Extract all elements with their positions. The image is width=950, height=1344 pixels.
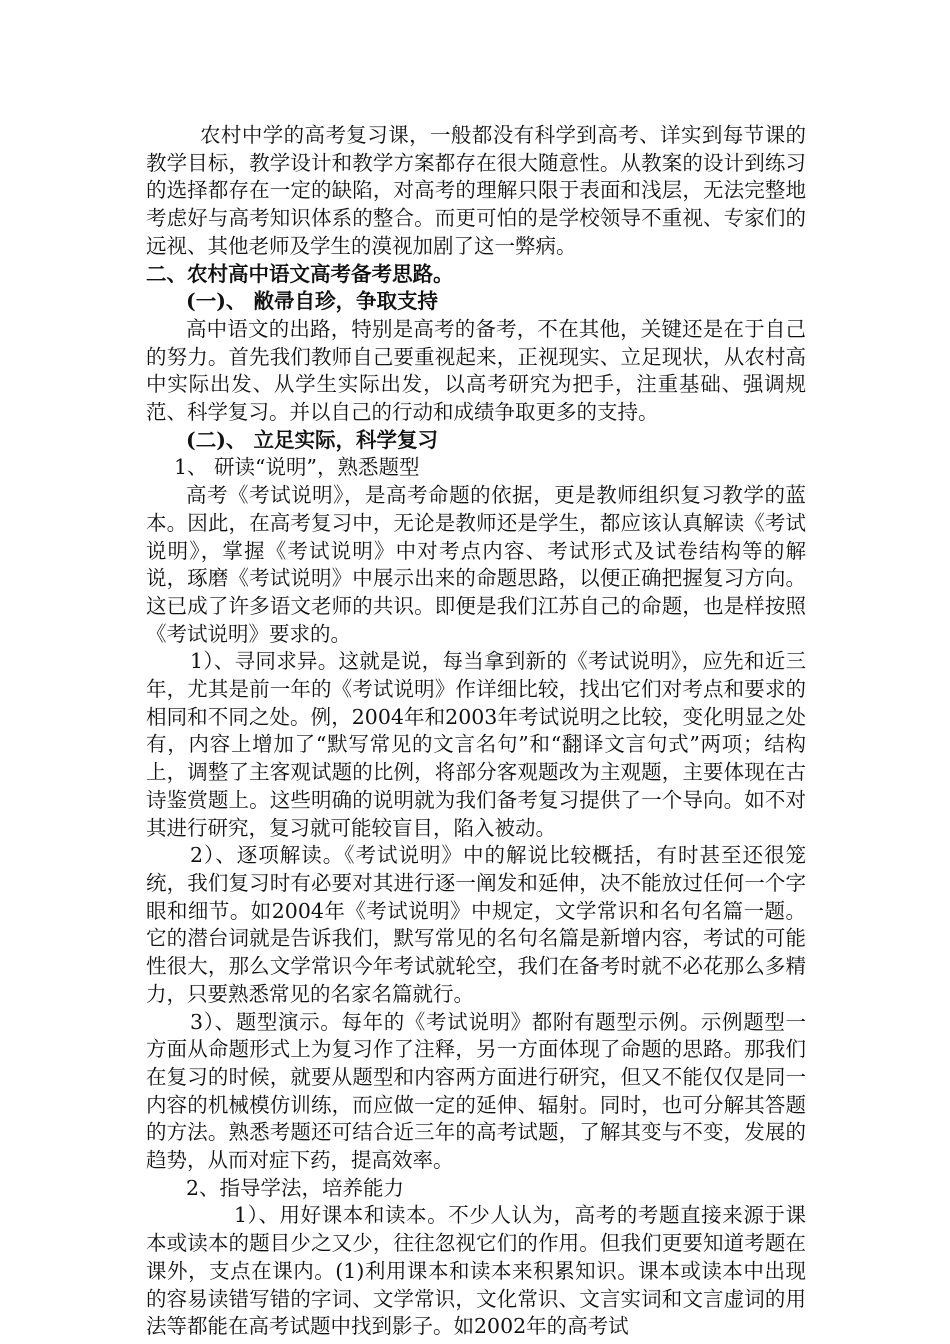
point-1-paragraph: 1）、寻同求异。这就是说，每当拿到新的《考试说明》，应先和近三年，尤其是前一年的《考试说明》作详细比较，找出它们对考点和要求的相同和不同之处。例，2004年和2003年考试说明之比较，变化明显之处有，内容上增加了“默写常见的文言名句”和“翻译文言句式”两项；结构上，调整了主客观试题的比例，将部分客观题改为主观题，主要体现在古诗鉴赏题上。这些明确的说明就为我们备考复习提供了一个导向。如不对其进行研究，复习就可能较盲目，陷入被动。 [146,649,806,840]
point-2-paragraph: 2）、逐项解读。《考试说明》中的解说比较概括，有时甚至还很笼统，我们复习时有必要对其进行逐一阐发和延伸，决不能放过任何一个字眼和细节。如2004年《考试说明》中规定，文学常识和名句名篇一题。它的潜台词就是告诉我们，默写常见的名句名篇是新增内容，考试的可能性很大，那么文学常识今年考试就轮空，我们在备考时就不必花那么多精力，只要熟悉常见的名家名篇就行。 [146,843,806,1006]
item-heading-1: 1、 研读“说明”，熟悉题型 [174,455,420,480]
item-2-point-1-paragraph: 1）、用好课本和读本。不少人认为，高考的考题直接来源于课本或读本的题目少之又少，往往忽视它们的作用。但我们更要知道考题在课外，支点在课内。(1)利用课本和读本来积累知识。课本或读本中出现的容易读错写错的字词、文学常识，文化常识、文言实词和文言虚词的用法等都能在高考试题中找到影子。如2002年的高考试 [146,1203,806,1339]
intro-paragraph: 农村中学的高考复习课，一般都没有科学到高考、详实到每节课的教学目标，教学设计和教学方案都存在很大随意性。从教案的设计到练习的选择都存在一定的缺陷，对高考的理解只限于表面和浅层，无法完整地考虑好与高考知识体系的整合。而更可怕的是学校领导不重视、专家们的远视、其他老师及学生的漠视加剧了这一弊病。 [146,123,806,258]
item-heading-2: 2、指导学法，培养能力 [186,1175,405,1200]
subsection-1-paragraph: 高中语文的出路，特别是高考的备考，不在其他，关键还是在于自己的努力。首先我们教师自己要重视起来，正视现实、立足现状，从农村高中实际出发、从学生实际出发，以高考研究为把手，注重基础、强调规范、科学复习。并以自己的行动和成绩争取更多的支持。 [146,316,806,425]
subsection-heading-2: (二)、 立足实际，科学复习 [186,427,439,452]
document-page [146,122,806,1341]
subsection-heading-1: (一)、 敝帚自珍，争取支持 [186,289,439,314]
point-3-paragraph: 3）、题型演示。每年的《考试说明》都附有题型示例。示例题型一方面从命题形式上为复习作了注释，另一方面体现了命题的思路。那我们在复习的时候，就要从题型和内容两方面进行研究，但又不能仅仅是同一内容的机械模仿训练，而应做一定的延伸、辐射。同时，也可分解其答题的方法。熟悉考题还可结合近三年的高考试题，了解其变与不变，发展的趋势，从而对症下药，提高效率。 [146,1009,806,1173]
section-heading-2: 二、农村高中语文高考备考思路。 [146,261,454,286]
item-1-paragraph: 高考《考试说明》，是高考命题的依据，更是教师组织复习教学的蓝本。因此，在高考复习中，无论是教师还是学生，都应该认真解读《考试说明》，掌握《考试说明》中对考点内容、考试形式及试卷结构等的解说，琢磨《考试说明》中展示出来的命题思路，以便正确把握复习方向。这已成了许多语文老师的共识。即便是我们江苏自己的命题，也是样按照《考试说明》要求的。 [146,483,806,646]
